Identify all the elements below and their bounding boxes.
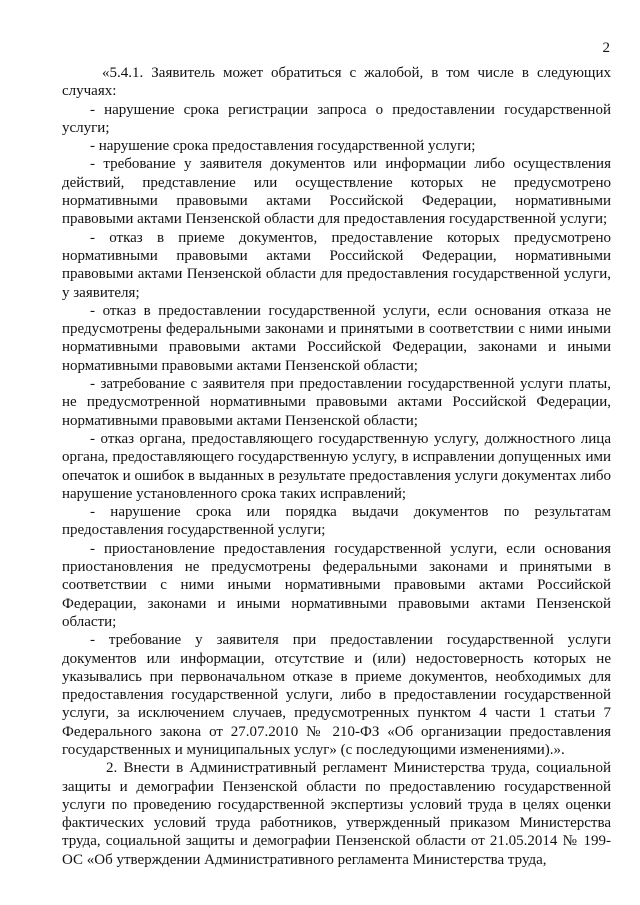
list-item-issuance-violation: - нарушение срока или порядка выдачи документов по результатам предоставления государственной услуги; — [62, 504, 611, 539]
list-item-refusal-of-service: - отказ в предоставлении государственной услуги, если основания отказа не предусмотрены федеральными законами и принятыми в соответствии с ними иными нормативными правовыми актами Российской Федерации, законами и иными нормативными правовыми актами Пензенской области; — [62, 302, 611, 374]
list-item-fee-demand: - затребование с заявителя при предоставлении государственной услуги платы, не предусмотренной нормативными правовыми актами Российской Федерации, нормативными правовыми актами Пензенской области; — [62, 376, 611, 429]
paragraph-section-2: 2. Внести в Административный регламент Министерства труда, социальной защиты и демографии Пензенской области по предоставлению государственной услуги по проведению государственной экспертизы условий труда в целях оценки фактических условий труда работников, утвержденный приказом Министерства труда, социальной защиты и демографии Пензенской области от 21.05.2014 № 199-ОС «Об утверждении Административного регламента Министерства труда, — [62, 760, 611, 868]
document-body — [62, 64, 611, 869]
list-item-registration-deadline: - нарушение срока регистрации запроса о предоставлении государственной услуги; — [62, 101, 611, 136]
list-item-suspension: - приостановление предоставления государственной услуги, если основания приостановления не предусмотрены федеральными законами и принятыми в соответствии с ними иными нормативными правовыми актами Российской Федерации, законами и иными нормативными правовыми актами Пензенской области; — [62, 540, 611, 630]
list-item-service-deadline: - нарушение срока предоставления государственной услуги; — [90, 138, 476, 155]
list-item-correction-refusal: - отказ органа, предоставляющего государственную услугу, должностного лица органа, предоставляющего государственную услугу, в исправлении допущенных ими опечаток и ошибок в выданных в результате предоставления услуги документах либо нарушение установленного срока таких исправлений; — [62, 430, 611, 502]
list-item-document-requirement: - требование у заявителя документов или информации либо осуществления действий, представление или осуществление которых не предусмотрено нормативными правовыми актами Российской Федерации, нормативными правовыми актами Пензенской области для предоставления государственной услуги; — [62, 156, 611, 228]
page-number: 2 — [602, 40, 610, 56]
list-item-refusal-to-accept: - отказ в приеме документов, предоставление которых предусмотрено нормативными правовыми актами Российской Федерации, нормативными правовыми актами Пензенской области для предоставления государственной услуги, у заявителя; — [62, 229, 611, 301]
paragraph-intro: «5.4.1. Заявитель может обратиться с жалобой, в том числе в следующих случаях: — [62, 65, 611, 100]
list-item-undisclosed-documents: - требование у заявителя при предоставлении государственной услуги документов или информации, отсутствие и (или) недостоверность которых не указывались при первоначальном отказе в приеме документов, необходимых для предоставления государственной услуги, либо в предоставлении государственной услуги, за исключением случаев, предусмотренных пунктом 4 части 1 статьи 7 Федерального закона от 27.07.2010 № 210-ФЗ «Об организации предоставления государственных и муниципальных услуг» (с последующими изменениями).». — [62, 632, 611, 758]
